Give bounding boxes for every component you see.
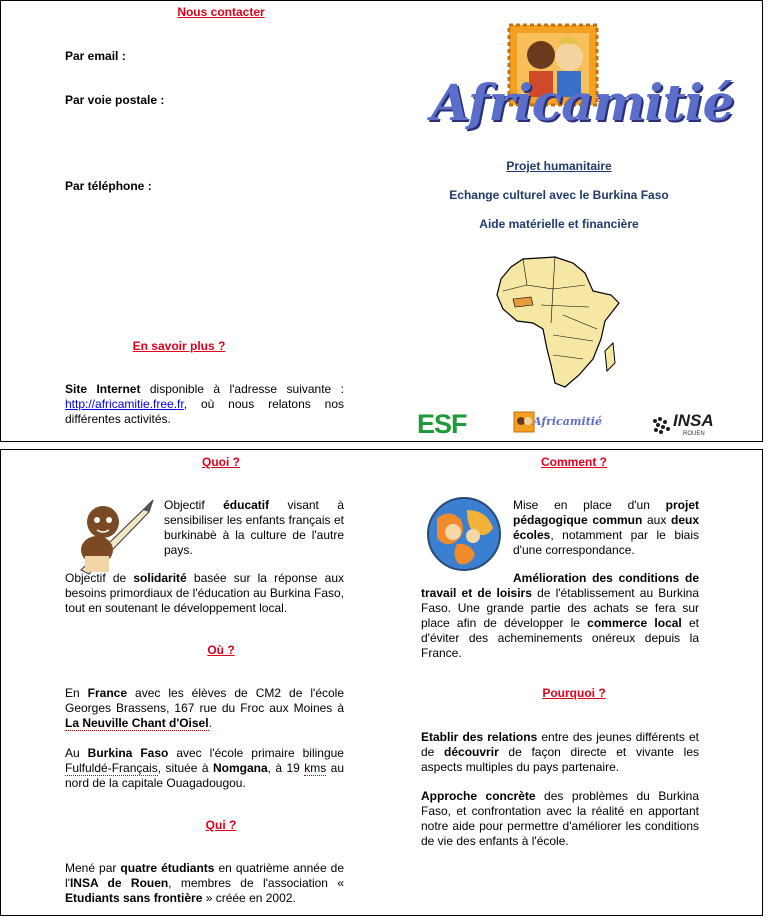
globe-image bbox=[423, 496, 505, 572]
brochure-front-page bbox=[0, 0, 763, 442]
pourquoi-approach: Approche concrète bbox=[421, 789, 536, 803]
ou-heading: Où ? bbox=[207, 643, 235, 657]
phone-label: Par téléphone : bbox=[65, 179, 152, 193]
quoi2-text-end: basée sur la réponse aux besoins primordiaux de l'éducation au Burkina Faso, tout en soutenant le développement local. bbox=[65, 571, 344, 615]
qui-heading: Qui ? bbox=[205, 818, 237, 832]
comment-schools: deux écoles bbox=[513, 513, 699, 542]
comment-heading: Comment ? bbox=[541, 455, 607, 469]
comment-paragraph-1 bbox=[513, 498, 699, 558]
quoi-text-end: visant à sensibiliser les enfants français et burkinabè à la culture de l'autre pays. bbox=[164, 498, 344, 557]
comment-text-2: aux bbox=[642, 513, 671, 527]
project-subtitle: Echange culturel avec le Burkina Faso bbox=[449, 188, 669, 202]
ou-town: La Neuville Chant d'Oisel bbox=[65, 716, 209, 730]
pourquoi-heading: Pourquoi ? bbox=[542, 686, 606, 700]
insa-dots-icon bbox=[651, 413, 673, 437]
comment2-text: de l'établissement au Burkina Faso. Une grande partie des achats se fera sur place afin de développer le bbox=[421, 586, 699, 630]
small-logo-text: Africamitié bbox=[533, 415, 602, 428]
globe-icon bbox=[423, 496, 505, 572]
comment2-text-end: et d'éviter des acheminements onéreux depuis la France. bbox=[421, 616, 700, 660]
ou2-text-3: , située à bbox=[157, 761, 213, 775]
brochure-inside-page bbox=[0, 449, 763, 916]
ou-paragraph-2 bbox=[65, 746, 344, 791]
qui-text-2: en quatrième année de l' bbox=[65, 861, 344, 890]
pourquoi-relations: Etablir des relations bbox=[421, 730, 538, 744]
insa-logo bbox=[651, 411, 721, 441]
qui-association: Etudiants sans frontière bbox=[65, 891, 203, 905]
quoi-paragraph-2 bbox=[65, 571, 344, 616]
ou-text: En bbox=[65, 686, 88, 700]
africamitie-logo bbox=[429, 23, 734, 132]
comment-text-3: , notamment par le biais d'une correspondance. bbox=[513, 528, 699, 557]
quoi-educatif: éducatif bbox=[223, 498, 270, 512]
qui-text: Mené par bbox=[65, 861, 121, 875]
ou-text-3: . bbox=[208, 716, 212, 730]
comment-paragraph-2 bbox=[421, 571, 699, 661]
ou2-text-2: avec l'école primaire bilingue bbox=[168, 746, 344, 760]
site-text: disponible à l'adresse suivante : bbox=[140, 382, 344, 396]
quoi-paragraph-1 bbox=[164, 498, 344, 558]
ou2-burkina: Burkina Faso bbox=[87, 746, 169, 760]
child-pencil-icon bbox=[67, 496, 157, 576]
comment-project: projet pédagogique commun bbox=[513, 498, 699, 527]
website-paragraph bbox=[65, 382, 344, 427]
comment-local-trade: commerce local bbox=[587, 616, 682, 630]
ou-text-2: avec les élèves de CM2 de l'école Georges Brassens, 167 rue du Froc aux Moines à bbox=[65, 686, 344, 715]
quoi2-text: Objectif de bbox=[65, 571, 134, 585]
qui-text-4: » créée en 2002. bbox=[202, 891, 296, 905]
ou2-text-4: , à 19 bbox=[267, 761, 305, 775]
pourquoi-text-end: de façon directe et vivante les aspects multiples du pays partenaire. bbox=[421, 745, 699, 774]
pourquoi-text: entre des jeunes différents et de bbox=[421, 730, 699, 759]
more-heading: En savoir plus ? bbox=[132, 339, 226, 353]
africa-map-icon bbox=[493, 255, 623, 391]
pencil-child-image bbox=[67, 496, 157, 576]
pourquoi-discover: découvrir bbox=[444, 745, 499, 759]
ou2-text: Au bbox=[65, 746, 88, 760]
site-label: Site Internet bbox=[65, 382, 141, 396]
pourquoi-paragraph-2 bbox=[421, 789, 699, 849]
africa-map bbox=[493, 255, 623, 391]
ou2-kms: kms bbox=[304, 761, 327, 775]
qui-insa: INSA de Rouen bbox=[69, 876, 169, 890]
insa-text: INSA bbox=[673, 411, 714, 430]
small-africamitie-logo bbox=[513, 411, 602, 435]
project-aid: Aide matérielle et financière bbox=[479, 217, 639, 231]
website-link[interactable]: http://africamitie.free.fr bbox=[65, 397, 184, 411]
qui-paragraph bbox=[65, 861, 344, 906]
ou2-text-5: au nord de la capitale Ouagadougou. bbox=[65, 761, 345, 790]
ou-paragraph-1 bbox=[65, 686, 344, 731]
quoi2-solidarite: solidarité bbox=[133, 571, 187, 585]
ou2-language: Fulfuldé-Français bbox=[65, 761, 158, 775]
logo-text: Africamitié bbox=[431, 73, 734, 132]
quoi-heading: Quoi ? bbox=[202, 455, 240, 469]
esf-logo: ESF bbox=[417, 409, 467, 439]
ou2-village: Nomgana bbox=[212, 761, 268, 775]
postal-label: Par voie postale : bbox=[65, 93, 165, 107]
qui-text-3: , membres de l'association « bbox=[168, 876, 344, 890]
quoi-text: Objectif bbox=[164, 498, 224, 512]
ou-france: France bbox=[87, 686, 128, 700]
insa-sub: ROUEN bbox=[683, 431, 705, 437]
pourquoi-paragraph-1 bbox=[421, 730, 699, 775]
email-label: Par email : bbox=[65, 49, 126, 63]
site-text-end: , où nous relatons nos différentes activités. bbox=[65, 397, 344, 426]
contact-heading: Nous contacter bbox=[177, 5, 265, 19]
comment-improvement: Amélioration des conditions de travail et de loisirs bbox=[421, 571, 699, 600]
small-stamp-icon bbox=[513, 411, 535, 435]
comment-text: Mise en place d'un bbox=[513, 498, 666, 512]
qui-students: quatre étudiants bbox=[120, 861, 215, 875]
project-title: Projet humanitaire bbox=[506, 159, 612, 173]
pourquoi2-text: des problèmes du Burkina Faso, et confrontation avec la réalité en apportant notre aide pour permettre d'améliorer les conditions de vie des enfants à l'école. bbox=[421, 789, 700, 848]
